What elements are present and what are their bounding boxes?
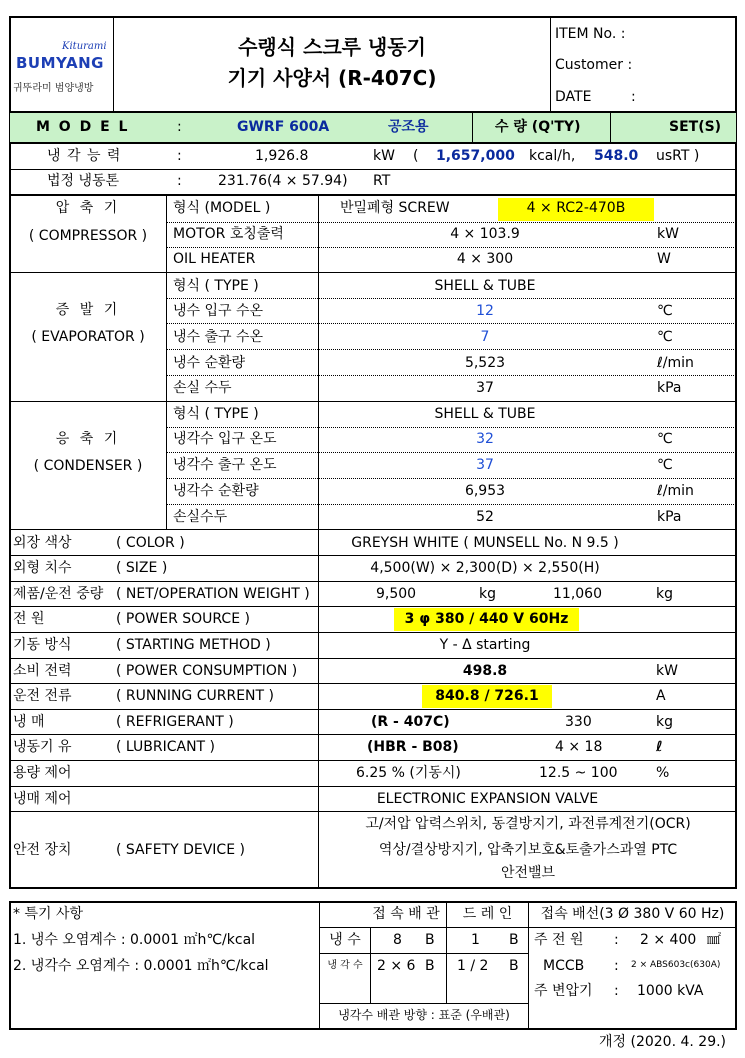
main-power-colon: : xyxy=(614,932,619,948)
cooling-drain-size: 1 / 2 xyxy=(457,958,489,974)
refrigerant-label: 냉 매 xyxy=(13,714,45,730)
brand-caption: 귀뚜라미 범양냉방 xyxy=(13,83,94,94)
brand-logo-small: Kiturami xyxy=(62,41,107,52)
safety-device-line: 고/저압 압력스위치, 동결방지기, 과전류계전기(OCR) xyxy=(365,816,691,832)
model-usage: 공조용 xyxy=(388,119,429,135)
drain-header: 드 레 인 xyxy=(462,906,513,922)
condenser-row-label: 냉각수 순환량 xyxy=(173,483,259,499)
evaporator-row-label: 형식 ( TYPE ) xyxy=(173,278,259,294)
date-colon: : xyxy=(631,89,636,105)
document-subtitle: 기기 사양서 (R-407C) xyxy=(227,66,437,90)
refrigerant-control-value: ELECTRONIC EXPANSION VALVE xyxy=(376,791,599,807)
qty-unit: SET(S) xyxy=(669,119,722,135)
capacity-kcal-unit: kcal/h, xyxy=(529,148,576,164)
lubricant-unit: ℓ xyxy=(656,739,663,755)
capacity-control-label: 용량 제어 xyxy=(13,765,72,781)
starting-method-label: 기동 방식 xyxy=(13,637,72,653)
notes-title: * 특기 사항 xyxy=(13,906,83,922)
refrigerant-control-label: 냉매 제어 xyxy=(13,791,72,807)
main-power-unit: ㎟ xyxy=(707,932,721,948)
power-consumption-unit: kW xyxy=(656,663,678,679)
power-source-label: 전 원 xyxy=(13,611,45,627)
legal-ton-value: 231.76(4 × 57.94) xyxy=(218,173,348,189)
capacity-kw: 1,926.8 xyxy=(255,148,309,164)
condenser-subtitle: ( CONDENSER ) xyxy=(33,458,143,474)
compressor-heater-unit: W xyxy=(657,251,671,267)
compressor-title: 압 축 기 xyxy=(55,200,121,216)
condenser-title: 응 축 기 xyxy=(55,431,121,447)
weight-operation-unit: kg xyxy=(656,586,673,602)
evaporator-row-value: 5,523 xyxy=(464,355,506,371)
running-current-label-en: ( RUNNING CURRENT ) xyxy=(116,688,274,704)
capacity-control-unit: % xyxy=(656,765,670,781)
capacity-label: 냉 각 능 력 xyxy=(47,148,122,164)
chilled-drain-size: 1 xyxy=(471,932,480,948)
main-power-value: 2 × 400 xyxy=(640,932,697,948)
mccb-value: 2 × ABS603c(630A) xyxy=(631,960,721,970)
transformer-value: 1000 kVA xyxy=(637,983,704,999)
evaporator-row-label: 냉수 순환량 xyxy=(173,355,246,371)
cooling-water-unit: B xyxy=(425,958,435,974)
size-label-en: ( SIZE ) xyxy=(116,560,168,576)
running-current-value: 840.8 / 726.1 xyxy=(435,688,539,704)
power-source-value: 3 φ 380 / 440 V 60Hz xyxy=(404,611,569,627)
note-item: 1. 냉수 오염계수 : 0.0001 ㎡h℃/kcal xyxy=(13,932,256,948)
capacity-colon: : xyxy=(177,148,182,164)
lubricant-label: 냉동기 유 xyxy=(13,739,72,755)
brand-logo: BUMYANG xyxy=(16,54,104,72)
chilled-water-size: 8 xyxy=(393,932,402,948)
legal-ton-unit: RT xyxy=(373,173,391,189)
document-title: 수랭식 스크루 냉동기 xyxy=(238,35,426,59)
condenser-row-value: SHELL & TUBE xyxy=(434,406,536,422)
wiring-header: 접속 배선(3 Ø 380 V 60 Hz) xyxy=(540,906,725,922)
qty-label: 수 량 (Q'TY) xyxy=(495,119,581,135)
revision-date: 개정 (2020. 4. 29.) xyxy=(599,1034,727,1050)
safety-device-line: 역상/결상방지기, 압축기보호&토출가스과열 PTC xyxy=(378,842,678,858)
mccb-label: MCCB xyxy=(543,958,585,974)
weight-net-unit: kg xyxy=(479,586,496,602)
evaporator-row-value: 7 xyxy=(480,329,490,345)
cooling-drain-unit: B xyxy=(509,958,519,974)
refrigerant-unit: kg xyxy=(656,714,673,730)
starting-method-value: Y - Δ starting xyxy=(439,637,531,653)
condenser-row-unit: ℃ xyxy=(657,431,673,447)
model-colon: : xyxy=(177,119,182,135)
color-label-en: ( COLOR ) xyxy=(116,535,185,551)
capacity-kw-unit: kW xyxy=(373,148,395,164)
lubricant-label-en: ( LUBRICANT ) xyxy=(116,739,216,755)
condenser-row-value: 37 xyxy=(476,457,494,473)
mccb-colon: : xyxy=(614,958,619,974)
compressor-model-highlight: 4 × RC2-470B xyxy=(526,200,626,216)
condenser-row-label: 냉각수 출구 온도 xyxy=(173,457,277,473)
compressor-motor-label: MOTOR 호칭출력 xyxy=(173,226,284,242)
evaporator-row-value: 12 xyxy=(476,303,494,319)
legal-ton-colon: : xyxy=(177,173,182,189)
piping-direction-note: 냉각수 배관 방향 : 표준 (우배관) xyxy=(338,1008,510,1022)
evaporator-row-value: 37 xyxy=(476,380,494,396)
weight-net: 9,500 xyxy=(376,586,417,602)
condenser-row-label: 형식 ( TYPE ) xyxy=(173,406,259,422)
weight-label-en: ( NET/OPERATION WEIGHT ) xyxy=(116,586,310,602)
refrigerant-value: (R - 407C) xyxy=(371,714,450,730)
evaporator-row-unit: ℃ xyxy=(657,303,673,319)
date-label: DATE xyxy=(555,89,592,105)
chilled-drain-unit: B xyxy=(509,932,519,948)
evaporator-row-label: 손실 수두 xyxy=(173,380,232,396)
power-consumption-value: 498.8 xyxy=(462,663,508,679)
condenser-row-unit: ℃ xyxy=(657,457,673,473)
running-current-unit: A xyxy=(656,688,666,704)
capacity-paren: ( xyxy=(413,148,419,164)
size-value: 4,500(W) × 2,300(D) × 2,550(H) xyxy=(370,560,600,576)
condenser-row-unit: kPa xyxy=(657,509,682,525)
customer-label: Customer : xyxy=(555,57,633,73)
lubricant-amount: 4 × 18 xyxy=(555,739,603,755)
safety-device-label: 안전 장치 xyxy=(13,842,72,858)
refrigerant-amount: 330 xyxy=(565,714,592,730)
note-item: 2. 냉각수 오염계수 : 0.0001 ㎡h℃/kcal xyxy=(13,958,269,974)
compressor-heater-value: 4 × 300 xyxy=(456,251,514,267)
condenser-row-label: 냉각수 입구 온도 xyxy=(173,431,277,447)
compressor-heater-label: OIL HEATER xyxy=(173,251,256,267)
cooling-water-size: 2 × 6 xyxy=(377,958,416,974)
compressor-model-label: 형식 (MODEL ) xyxy=(173,200,271,216)
lubricant-value: (HBR - B08) xyxy=(367,739,459,755)
model-label: M O D E L xyxy=(36,119,130,135)
capacity-kcal: 1,657,000 xyxy=(436,148,515,164)
condenser-row-value: 32 xyxy=(476,431,494,447)
safety-device-line: 안전밸브 xyxy=(500,865,556,881)
condenser-row-value: 6,953 xyxy=(464,483,506,499)
starting-method-label-en: ( STARTING METHOD ) xyxy=(116,637,271,653)
compressor-motor-value: 4 × 103.9 xyxy=(450,226,520,242)
power-source-label-en: ( POWER SOURCE ) xyxy=(116,611,250,627)
safety-device-label-en: ( SAFETY DEVICE ) xyxy=(116,842,245,858)
refrigerant-label-en: ( REFRIGERANT ) xyxy=(116,714,234,730)
color-label: 외장 색상 xyxy=(13,535,72,551)
evaporator-row-label: 냉수 출구 수온 xyxy=(173,329,264,345)
evaporator-row-label: 냉수 입구 수온 xyxy=(173,303,264,319)
piping-connection-header: 접 속 배 관 xyxy=(372,906,440,922)
main-power-label: 주 전 원 xyxy=(534,932,584,948)
weight-label: 제품/운전 중량 xyxy=(13,586,104,602)
cooling-water-label: 냉 각 수 xyxy=(327,960,363,971)
condenser-row-label: 손실수두 xyxy=(173,509,228,525)
weight-operation: 11,060 xyxy=(553,586,602,602)
compressor-motor-unit: kW xyxy=(657,226,679,242)
transformer-label: 주 변압기 xyxy=(534,983,593,999)
evaporator-title: 증 발 기 xyxy=(55,302,121,318)
compressor-subtitle: ( COMPRESSOR ) xyxy=(28,228,148,244)
running-current-label: 운전 전류 xyxy=(13,688,72,704)
evaporator-row-unit: ℓ/min xyxy=(657,355,694,371)
chilled-water-label: 냉 수 xyxy=(329,932,361,948)
compressor-model-value: 반밀폐형 SCREW xyxy=(340,200,450,216)
evaporator-subtitle: ( EVAPORATOR ) xyxy=(31,329,145,345)
condenser-row-unit: ℓ/min xyxy=(657,483,694,499)
legal-ton-label: 법정 냉동톤 xyxy=(47,173,120,189)
power-consumption-label: 소비 전력 xyxy=(13,663,72,679)
size-label: 외형 치수 xyxy=(13,560,72,576)
evaporator-row-unit: kPa xyxy=(657,380,682,396)
item-no-label: ITEM No. : xyxy=(555,26,626,42)
evaporator-row-unit: ℃ xyxy=(657,329,673,345)
color-value: GREYSH WHITE ( MUNSELL No. N 9.5 ) xyxy=(351,535,619,551)
condenser-row-value: 52 xyxy=(476,509,494,525)
power-consumption-label-en: ( POWER CONSUMPTION ) xyxy=(116,663,298,679)
capacity-control-value: 6.25 % (기동시) xyxy=(356,765,461,781)
chilled-water-unit: B xyxy=(425,932,435,948)
transformer-colon: : xyxy=(614,983,619,999)
capacity-usrt-unit: usRT ) xyxy=(656,148,700,164)
model-name: GWRF 600A xyxy=(237,119,330,135)
capacity-usrt: 548.0 xyxy=(594,148,639,164)
evaporator-row-value: SHELL & TUBE xyxy=(434,278,536,294)
capacity-control-range: 12.5 ~ 100 xyxy=(539,765,618,781)
